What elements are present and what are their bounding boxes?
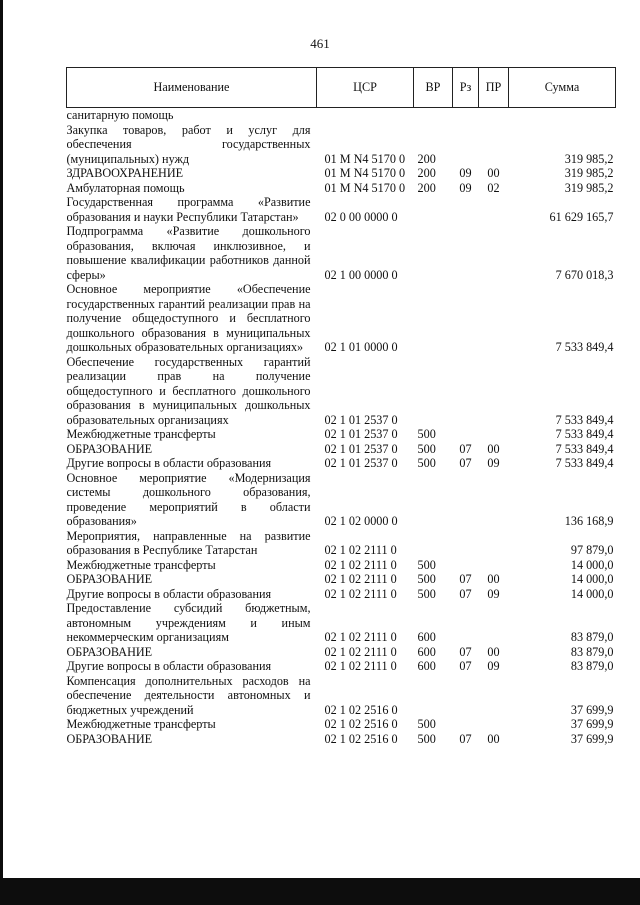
table-row [67,587,616,602]
cell-vr [414,224,453,282]
cell-pr [479,674,509,718]
cell-rz: 07 [459,659,472,673]
cell-csr: 02 1 01 2537 0 [324,427,398,441]
cell-rz [453,717,479,732]
cell-vr: 500 [417,572,436,586]
cell-sum: 319 985,2 [564,151,614,166]
cell-name: Государственная программа «Развитие образования и науки Республики Татарстан» [66,195,311,224]
cell-sum: 319 985,2 [564,166,614,180]
cell-pr: 09 [487,456,500,470]
cell-rz [453,108,479,123]
cell-sum: 7 670 018,3 [555,267,614,282]
budget-table [66,67,616,746]
cell-csr: 02 1 02 0000 0 [324,514,398,528]
cell-csr: 02 0 00 0000 0 [324,209,398,224]
cell-pr [479,427,509,442]
cell-csr: 01 М N4 5170 0 [324,180,406,195]
cell-rz [453,224,479,282]
table-row [67,181,616,196]
cell-vr: 500 [417,557,436,572]
cell-csr: 02 1 02 2111 0 [324,659,397,673]
cell-csr: 01 М N4 5170 0 [324,151,406,166]
cell-pr [479,529,509,558]
table-row [67,456,616,471]
table-row [67,195,616,224]
cell-pr: 00 [487,441,500,456]
cell-csr: 02 1 01 2537 0 [324,456,398,470]
cell-vr: 600 [417,644,436,659]
cell-sum: 7 533 849,4 [555,340,614,354]
cell-rz [453,123,479,167]
cell-pr [479,282,509,355]
cell-vr: 600 [417,659,436,673]
cell-rz [453,471,479,529]
cell-name: Мероприятия, направленные на развитие образования в Республике Татарстан [66,528,311,557]
table-row [67,645,616,660]
table-row [67,123,616,167]
cell-csr: 02 1 01 0000 0 [324,340,398,354]
table-row [67,732,616,747]
table-row [67,166,616,181]
cell-rz [453,282,479,355]
cell-pr: 00 [487,166,500,180]
cell-vr [414,471,453,529]
cell-vr [414,195,453,224]
cell-rz: 09 [459,180,472,195]
cell-pr [479,471,509,529]
cell-sum: 37 699,9 [570,731,614,746]
cell-csr [317,108,414,123]
cell-name: Другие вопросы в области образования [66,456,272,470]
cell-name: ОБРАЗОВАНИЕ [66,731,153,746]
cell-pr: 00 [487,572,500,586]
cell-csr: 02 1 02 2516 0 [324,717,398,731]
cell-name: Подпрограмма «Развитие дошкольного образования, включая инклюзивное, и повышение квалификации работников данной сферы» [66,224,311,282]
cell-pr: 02 [487,180,500,195]
cell-pr: 09 [487,586,500,601]
cell-pr [479,123,509,167]
table-row [67,529,616,558]
cell-csr: 02 1 02 2516 0 [324,702,398,717]
cell-pr: 09 [487,659,500,673]
cell-sum: 83 879,0 [570,630,614,644]
cell-name: Другие вопросы в области образования [66,659,272,673]
cell-sum: 37 699,9 [570,702,614,717]
table-row [67,427,616,442]
cell-rz [453,529,479,558]
cell-name: Основное мероприятие «Обеспечение государственных гарантий реализации прав на получение общедоступного и бесплатного дошкольного образования в муниципальных дошкольных образовательных организациях» [66,282,311,354]
cell-vr: 500 [417,427,436,441]
header-sum: Сумма [509,68,616,108]
cell-name: Обеспечение государственных гарантий реализации прав на получение общедоступного и бесплатного дошкольного образования в муниципальных дошкольных образовательных организациях [66,354,311,427]
cell-csr: 02 1 02 2111 0 [324,586,397,601]
cell-sum: 97 879,0 [570,543,614,557]
header-csr: ЦСР [317,68,414,108]
cell-pr [479,717,509,732]
cell-vr [414,674,453,718]
cell-vr: 200 [417,166,436,180]
cell-pr [479,224,509,282]
cell-sum: 7 533 849,4 [555,456,614,470]
cell-vr: 200 [417,180,436,195]
scan-edge-bottom [0,878,640,905]
cell-csr: 02 1 01 2537 0 [324,441,398,456]
table-row [67,674,616,718]
scan-edge-left [0,0,3,905]
header-name: Наименование [67,68,317,108]
cell-pr: 00 [487,644,500,659]
cell-vr [414,282,453,355]
header-vr: ВР [414,68,453,108]
cell-sum: 14 000,0 [570,572,614,586]
cell-rz: 09 [459,166,472,180]
cell-sum: 7 533 849,4 [555,441,614,456]
cell-csr: 02 1 02 2111 0 [324,572,397,586]
cell-rz: 07 [459,731,472,746]
cell-csr: 02 1 02 2111 0 [324,630,397,644]
cell-name: санитарную помощь [66,108,174,122]
cell-sum: 83 879,0 [570,644,614,659]
cell-sum: 83 879,0 [570,659,614,673]
cell-pr [479,195,509,224]
cell-vr: 500 [417,441,436,456]
cell-name: Основное мероприятие «Модернизация системы дошкольного образования, проведение мероприятий в области образования» [66,470,311,528]
table-row [67,355,616,428]
header-pr: ПР [479,68,509,108]
cell-vr: 500 [417,586,436,601]
cell-name: ОБРАЗОВАНИЕ [66,572,153,586]
cell-vr: 200 [417,151,436,166]
cell-rz: 07 [459,644,472,659]
table-row [67,224,616,282]
cell-sum [509,108,616,123]
cell-sum: 37 699,9 [570,717,614,731]
table-row [67,717,616,732]
cell-csr: 02 1 00 0000 0 [324,267,398,282]
cell-name: Другие вопросы в области образования [66,586,272,601]
header-rz: Рз [453,68,479,108]
cell-rz: 07 [459,456,472,470]
cell-name: ЗДРАВООХРАНЕНИЕ [66,166,184,180]
table-body [67,108,616,747]
table-row [67,601,616,645]
cell-vr: 500 [417,717,436,731]
table-row [67,659,616,674]
cell-csr: 02 1 01 2537 0 [324,412,398,427]
table-row [67,471,616,529]
cell-name: Амбулаторная помощь [66,180,185,195]
cell-csr: 02 1 02 2111 0 [324,644,397,659]
cell-pr: 00 [487,731,500,746]
cell-rz [453,601,479,645]
cell-name: Предоставление субсидий бюджетным, автономным учреждениям и иным некоммерческим организациям [66,601,311,644]
cell-name: ОБРАЗОВАНИЕ [66,441,153,456]
cell-pr [479,355,509,428]
cell-sum: 7 533 849,4 [555,412,614,427]
cell-name: Межбюджетные трансферты [66,717,216,731]
table-row [67,108,616,123]
cell-pr [479,558,509,573]
table-row [67,558,616,573]
cell-csr: 01 М N4 5170 0 [324,166,406,180]
cell-vr [414,108,453,123]
cell-rz [453,195,479,224]
cell-name: Компенсация дополнительных расходов на обеспечение деятельности автономных и бюджетных учреждений [66,673,311,717]
cell-csr: 02 1 02 2516 0 [324,731,398,746]
cell-vr [414,529,453,558]
page-number: 461 [310,36,330,51]
cell-rz [453,427,479,442]
cell-pr [479,601,509,645]
cell-sum: 7 533 849,4 [555,427,614,441]
cell-sum: 319 985,2 [564,180,614,195]
cell-name: Межбюджетные трансферты [66,557,216,572]
cell-vr [414,355,453,428]
cell-rz [453,558,479,573]
table-row [67,442,616,457]
cell-vr: 500 [417,456,436,470]
table-row [67,282,616,355]
cell-name: ОБРАЗОВАНИЕ [66,644,153,659]
cell-sum: 14 000,0 [570,557,614,572]
table-header-row [67,68,616,108]
cell-pr [479,108,509,123]
cell-rz: 07 [459,572,472,586]
table-row [67,572,616,587]
cell-sum: 61 629 165,7 [549,209,614,224]
cell-sum: 14 000,0 [570,586,614,601]
cell-name: Закупка товаров, работ и услуг для обеспечения государственных (муниципальных) нужд [66,122,311,166]
cell-name: Межбюджетные трансферты [66,427,216,441]
cell-sum: 136 168,9 [564,514,614,528]
cell-rz [453,674,479,718]
cell-rz: 07 [459,586,472,601]
cell-rz: 07 [459,441,472,456]
cell-csr: 02 1 02 2111 0 [324,557,397,572]
cell-vr: 500 [417,731,436,746]
cell-rz [453,355,479,428]
cell-csr: 02 1 02 2111 0 [324,543,397,557]
cell-vr: 600 [417,630,436,644]
